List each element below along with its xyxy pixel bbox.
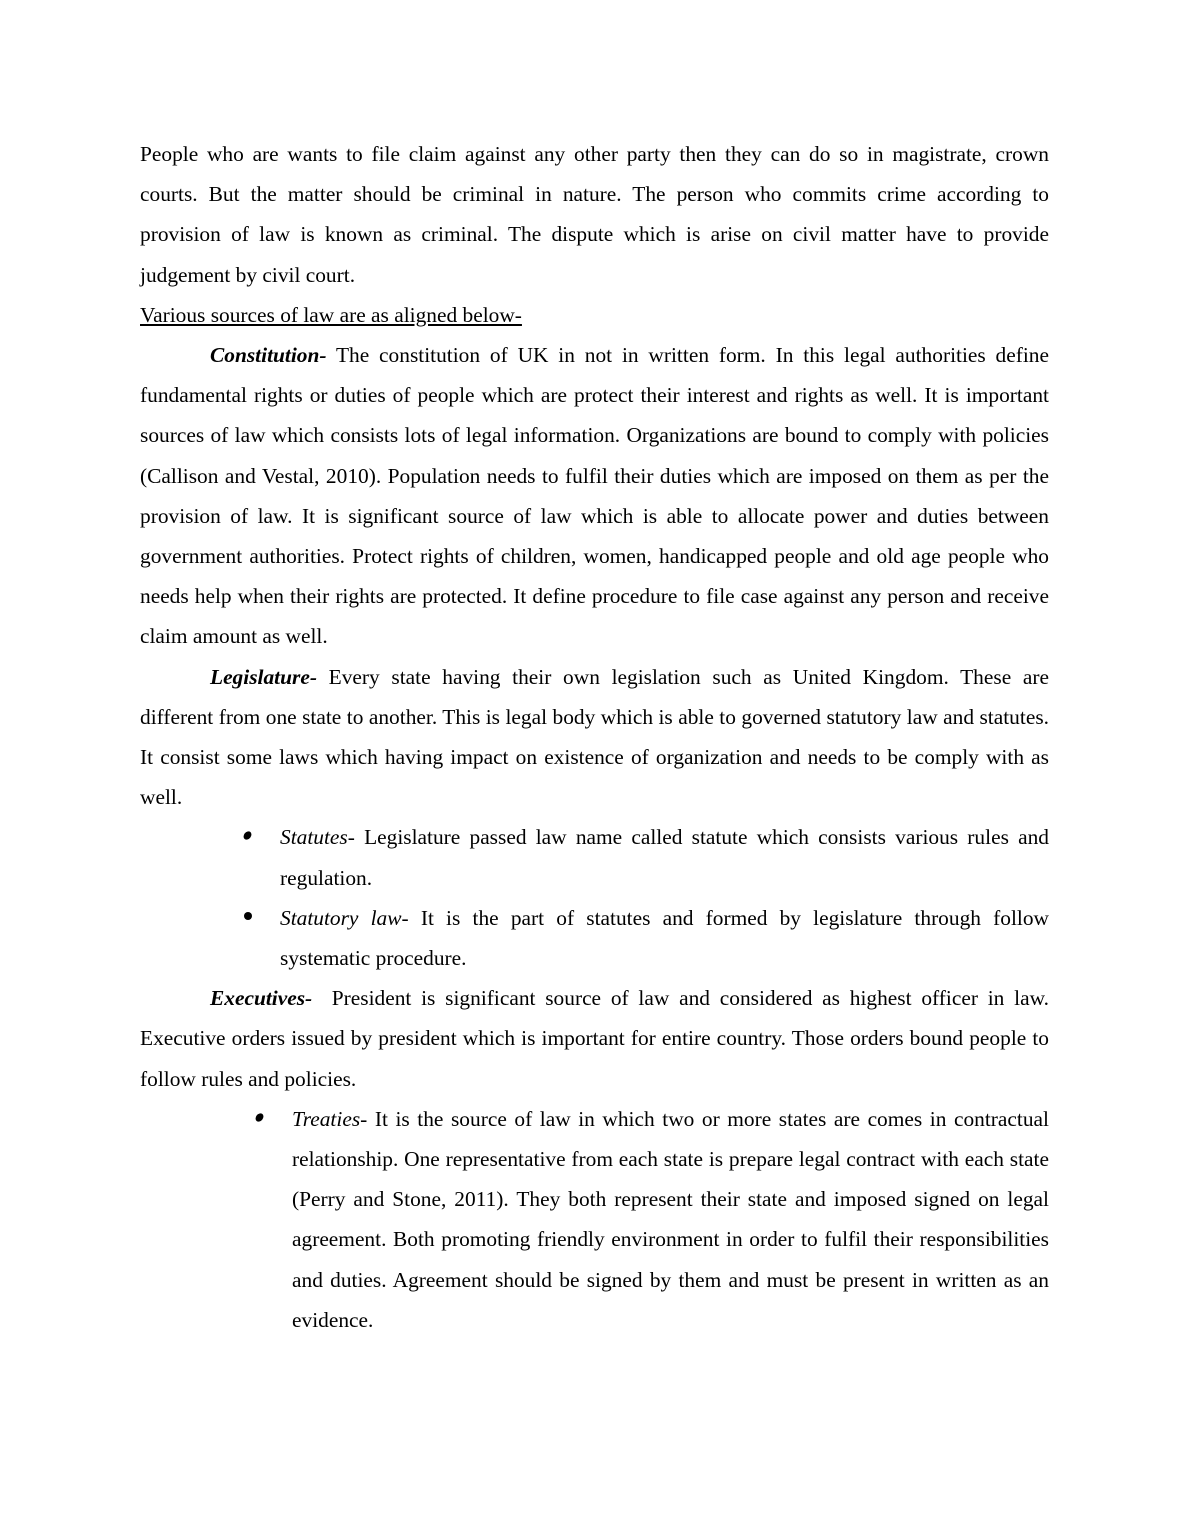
executives-term: Executives- bbox=[210, 986, 313, 1011]
bullet-statutory-law bbox=[280, 898, 1049, 978]
statutory-law-term: Statutory law bbox=[280, 905, 402, 930]
section-heading: Various sources of law are as aligned below- bbox=[140, 302, 522, 327]
legislature-text: Every state having their own legislation such as United Kingdom. These are different from one state to another. This is legal body which is able to governed statutory law and statutes. It consist some laws which having impact on existence of organization and needs to be comply with as well. bbox=[140, 664, 1049, 810]
executives-text: President is significant source of law and considered as highest officer in law. Executive orders issued by president which is important for entire country. Those orders bound people to follow rules and policies. bbox=[140, 986, 1055, 1091]
bullet-dot-icon bbox=[244, 831, 254, 841]
executives-paragraph bbox=[140, 978, 1055, 1099]
constitution-text: The constitution of UK in not in written form. In this legal authorities define fundamental rights or duties of people which are protect their interest and rights as well. It is important sources of law which consists lots of legal information. Organizations are bound to comply with policies (Callison and Vestal, 2010). Population needs to fulfil their duties which are imposed on them as per the provision of law. It is significant source of law which is able to allocate power and duties between government authorities. Protect rights of children, women, handicapped people and old age people who needs help when their rights are protected. It define procedure to file case against any person and receive claim amount as well. bbox=[140, 343, 1049, 649]
constitution-term: Constitution- bbox=[210, 343, 327, 368]
legislature-term: Legislature- bbox=[210, 664, 317, 689]
bullet-dot-icon bbox=[244, 912, 254, 922]
bullet-dot-icon bbox=[256, 1113, 266, 1123]
bullet-treaties bbox=[292, 1099, 1049, 1340]
statutes-term: Statutes bbox=[280, 825, 348, 850]
legislature-paragraph bbox=[140, 657, 1049, 818]
document-page bbox=[140, 134, 1055, 1340]
intro-paragraph: People who are wants to file claim against any other party then they can do so in magistrate, crown courts. But the matter should be criminal in nature. The person who commits crime according to provision of law is known as criminal. The dispute which is arise on civil matter have to provide judgement by civil court. bbox=[140, 142, 1049, 287]
statutes-text: - Legislature passed law name called statute which consists various rules and regulation. bbox=[280, 825, 1049, 890]
treaties-text: - It is the source of law in which two or more states are comes in contractual relationship. One representative from each state is prepare legal contract with each state (Perry and Stone, 2011). They both represent their state and imposed signed on legal agreement. Both promoting friendly environment in order to fulfil their responsibilities and duties. Agreement should be signed by them and must be present in written as an evidence. bbox=[292, 1106, 1049, 1332]
statutory-law-text: - It is the part of statutes and formed by legislature through follow systematic procedure. bbox=[280, 905, 1049, 971]
treaties-term: Treaties bbox=[292, 1106, 361, 1131]
constitution-paragraph bbox=[140, 335, 1049, 657]
bullet-statutes bbox=[280, 817, 1049, 897]
